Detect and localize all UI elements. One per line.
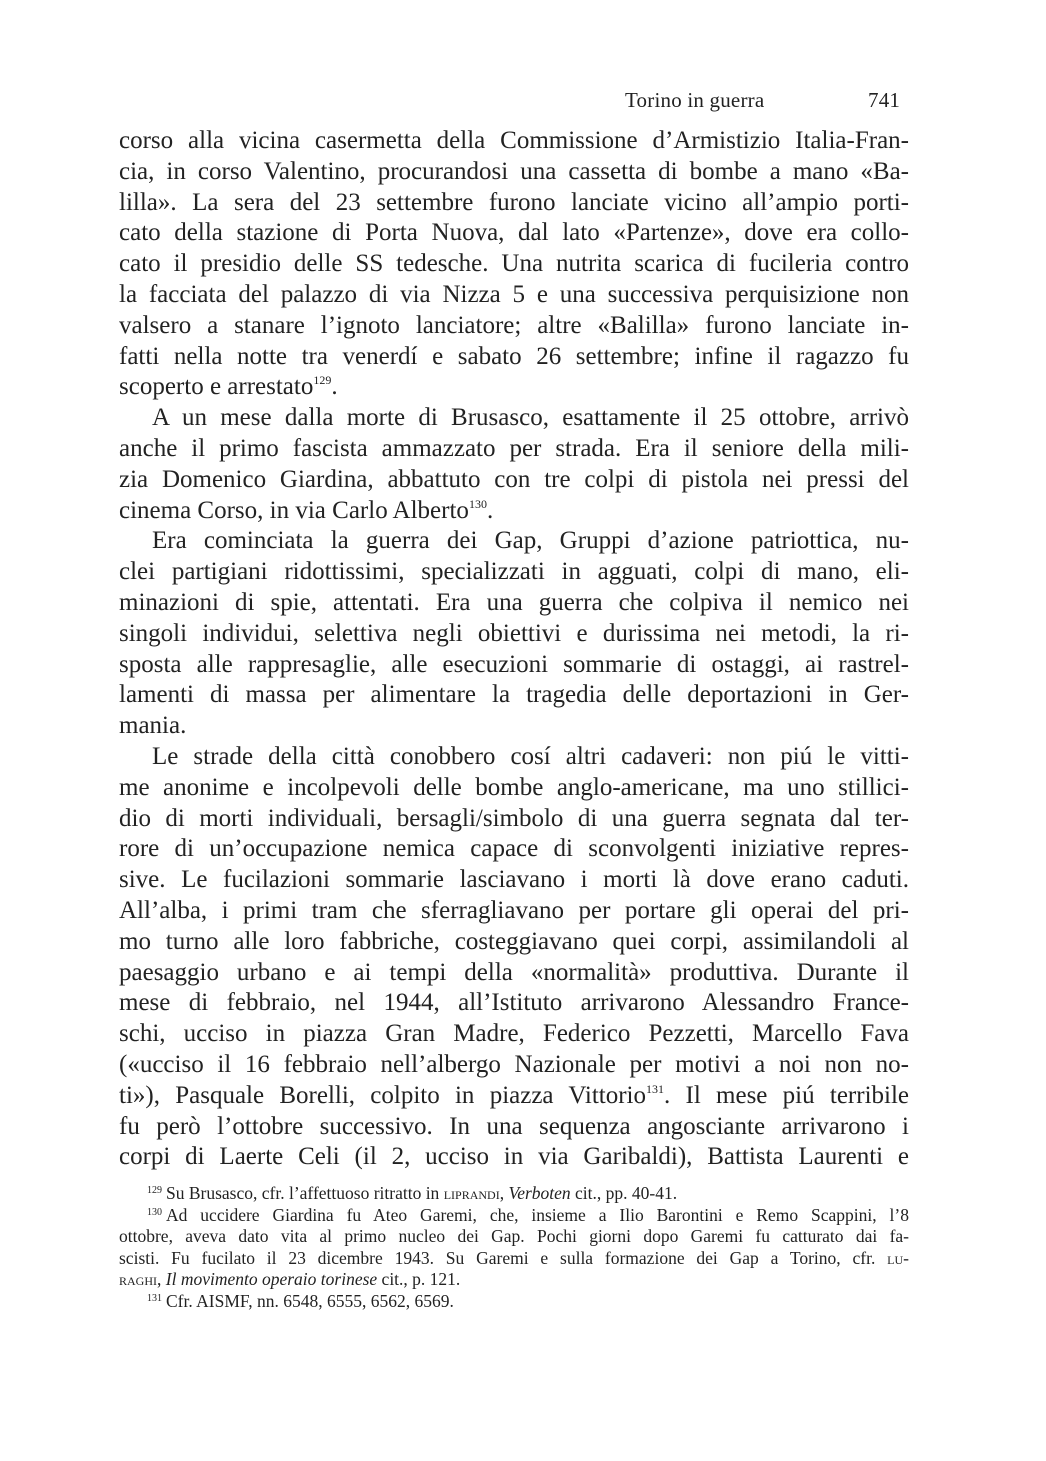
footnote-text: Cfr. AISMF, nn. 6548, 6555, 6562, 6569.	[166, 1290, 454, 1311]
text-line: cia, in corso Valentino, procurandosi una cassetta di bombe a mano «Ba-	[119, 157, 909, 185]
footnote-129	[119, 1183, 909, 1205]
text-fragment: .	[331, 373, 338, 401]
footnote-reference: 131	[646, 1081, 664, 1096]
text-line: la facciata del palazzo di via Nizza 5 e una successiva perquisizione non	[119, 280, 909, 308]
text-line: me anonime e incolpevoli delle bombe anglo-americane, ma uno stillici-	[119, 773, 909, 801]
text-line: paesaggio urbano e ai tempi della «normalità» produttiva. Durante il	[119, 958, 909, 986]
text-line: fu però l’ottobre successivo. In una sequenza angosciante arrivarono i	[119, 1112, 909, 1140]
footnote-text: ,	[157, 1269, 166, 1289]
text-line: mo turno alle loro fabbriche, costeggiavano quei corpi, assimilandoli al	[119, 927, 909, 955]
footnote-text: ,	[499, 1183, 509, 1203]
text-line: zia Domenico Giardina, abbattuto con tre colpi di pistola nei pressi del	[119, 465, 909, 493]
text-line: sive. Le fucilazioni sommarie lasciavano i morti là dove erano caduti.	[119, 866, 909, 894]
text-line: dio di morti individuali, bersagli/simbolo di una guerra segnata dal ter-	[119, 804, 909, 832]
footnote-131	[119, 1291, 909, 1313]
text-line: minazioni di spie, attentati. Era una guerra che colpiva il nemico nei	[119, 588, 909, 616]
footnote-line	[119, 1269, 909, 1291]
text-fragment: ti»), Pasquale Borelli, colpito in piazza Vittorio	[119, 1081, 646, 1109]
footnote-130	[119, 1205, 909, 1227]
text-line: cato il presidio delle SS tedesche. Una nutrita scarica di fucileria contro	[119, 250, 909, 278]
footnote-text: Ad uccidere Giardina fu Ateo Garemi, che, insieme a Ilio Barontini e Remo Scappini, l’8	[166, 1204, 909, 1225]
text-fragment: cinema Corso, in via Carlo Alberto	[119, 496, 469, 524]
footnote-number: 131	[147, 1292, 162, 1304]
text-line: lamenti di massa per alimentare la tragedia delle deportazioni in Ger-	[119, 681, 909, 709]
footnote-text: cit., p. 121.	[377, 1269, 461, 1289]
work-title: Il movimento operaio torinese	[165, 1269, 378, 1289]
footnote-reference: 129	[313, 373, 332, 388]
text-line: lilla». La sera del 23 settembre furono lanciate vicino all’ampio porti-	[119, 188, 909, 216]
text-line: rore di un’occupazione nemica capace di sconvolgenti iniziative repres-	[119, 835, 909, 863]
footnote-line	[119, 1248, 909, 1270]
footnote-text: cit., pp. 40-41.	[570, 1183, 678, 1203]
footnote-reference: 130	[468, 496, 487, 511]
text-line: cato della stazione di Porta Nuova, dal lato «Partenze», dove era collo-	[119, 219, 909, 247]
text-line: A un mese dalla morte di Brusasco, esattamente il 25 ottobre, arrivò	[152, 404, 909, 432]
text-line	[119, 1081, 909, 1112]
text-line: Era cominciata la guerra dei Gap, Gruppi d’azione patriottica, nu-	[152, 527, 909, 555]
footnote-number: 130	[147, 1206, 162, 1218]
text-line: schi, ucciso in piazza Gran Madre, Federico Pezzetti, Marcello Fava	[119, 1020, 909, 1048]
text-line: valsero a stanare l’ignoto lanciatore; altre «Balilla» furono lanciate in-	[119, 311, 909, 339]
footnote-text: Su Brusasco, cfr. l’affettuoso ritratto in	[166, 1183, 444, 1203]
footnote-number: 129	[147, 1185, 162, 1196]
text-line: corso alla vicina casermetta della Commissione d’Armistizio Italia-Fran-	[119, 127, 909, 154]
text-line: mese di febbraio, nel 1944, all’Istituto arrivarono Alessandro France-	[119, 989, 909, 1017]
text-fragment: .	[486, 496, 494, 524]
text-line: Le strade della città conobbero cosí altri cadaveri: non piú le vitti-	[152, 742, 909, 770]
text-line: corpi di Laerte Celi (il 2, ucciso in via Garibaldi), Battista Laurenti e	[119, 1143, 909, 1171]
text-fragment: scoperto e arrestato	[119, 373, 314, 401]
footnotes	[119, 1183, 909, 1312]
main-text	[119, 126, 909, 1173]
text-line: anche il primo fascista ammazzato per strada. Era il seniore della mili-	[119, 434, 909, 462]
footnote-line: ottobre, aveva dato vita al primo nucleo dei Gap. Pochi giorni dopo Garemi fu catturato dai fa-	[119, 1226, 909, 1246]
author-name: lu-	[887, 1247, 909, 1268]
author-name: liprandi	[443, 1183, 500, 1203]
page-number: 741	[868, 88, 901, 112]
text-line: sposta alle rappresaglie, alle esecuzioni sommarie di ostaggi, ai rastrel-	[119, 650, 909, 678]
text-line	[119, 496, 909, 527]
work-title: Verboten	[508, 1183, 571, 1203]
text-line: All’alba, i primi tram che sferragliavano per portare gli operai del pri-	[119, 896, 909, 924]
running-title: Torino in guerra	[625, 88, 765, 112]
text-line: clei partigiani ridottissimi, specializzati in agguati, colpi di mano, eli-	[119, 558, 909, 586]
footnote-text: scisti. Fu fucilato il 23 dicembre 1943. Su Garemi e sulla formazione dei Gap a Torino, cfr.	[119, 1247, 888, 1268]
text-fragment: . Il mese piú terribile	[664, 1081, 909, 1109]
text-line: fatti nella notte tra venerdí e sabato 26 settembre; infine il ragazzo fu	[119, 342, 909, 370]
text-line: («ucciso il 16 febbraio nell’albergo Nazionale per motivi a noi non no-	[119, 1050, 909, 1078]
author-name: raghi	[119, 1269, 157, 1289]
text-line	[119, 372, 909, 403]
text-line: mania.	[119, 712, 187, 740]
text-line: singoli individui, selettiva negli obiettivi e durissima nei metodi, la ri-	[119, 619, 909, 647]
